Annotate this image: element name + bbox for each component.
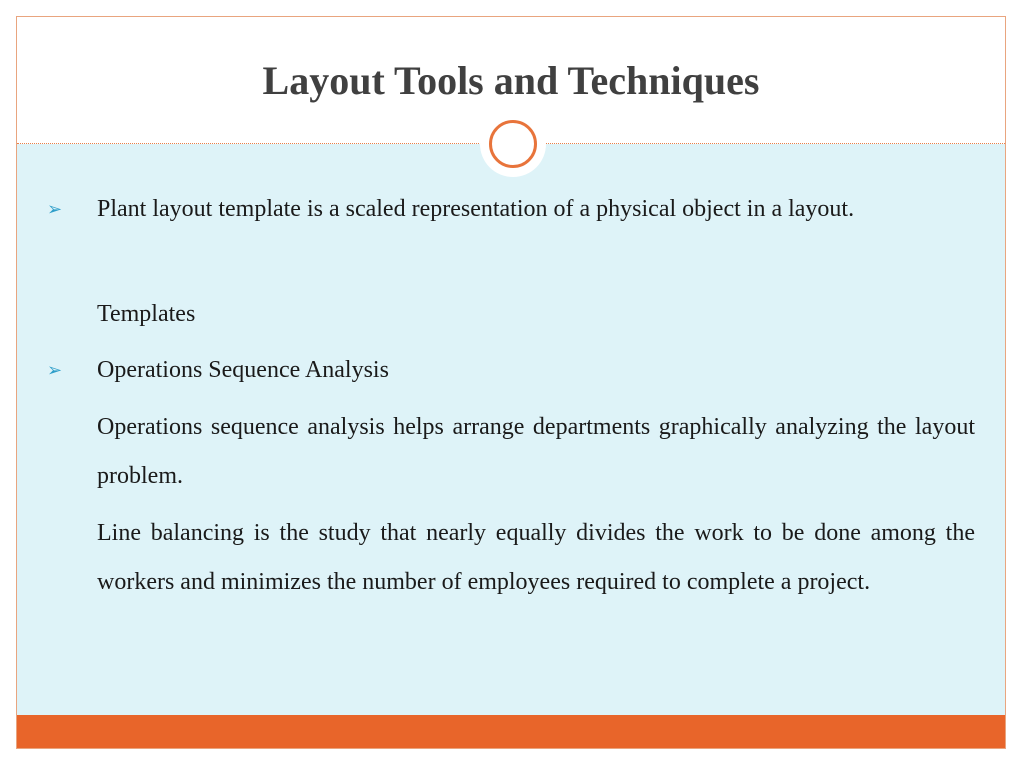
paragraph-plant-layout-template: Plant layout template is a scaled representation of a physical object in a layout. (97, 196, 855, 222)
paragraph-operations-sequence-analysis: Operations sequence analysis helps arrange departments graphically analyzing the layout problem. (97, 414, 975, 489)
footer-accent-bar (17, 715, 1005, 749)
paragraph-operations-sequence-analysis-heading: Operations Sequence Analysis (97, 357, 389, 383)
paragraph-line-balancing: Line balancing is the study that nearly equally divides the work to be done among the workers and minimizes the number of employees required to complete a project. (97, 520, 975, 595)
arrow-bullet-icon: ➢ (47, 199, 63, 219)
arrow-bullet-icon: ➢ (47, 360, 63, 380)
slide (16, 16, 1006, 749)
circle-ornament-icon (489, 120, 537, 168)
slide-title: Layout Tools and Techniques (262, 58, 760, 103)
paragraph-templates: Templates (97, 301, 196, 327)
